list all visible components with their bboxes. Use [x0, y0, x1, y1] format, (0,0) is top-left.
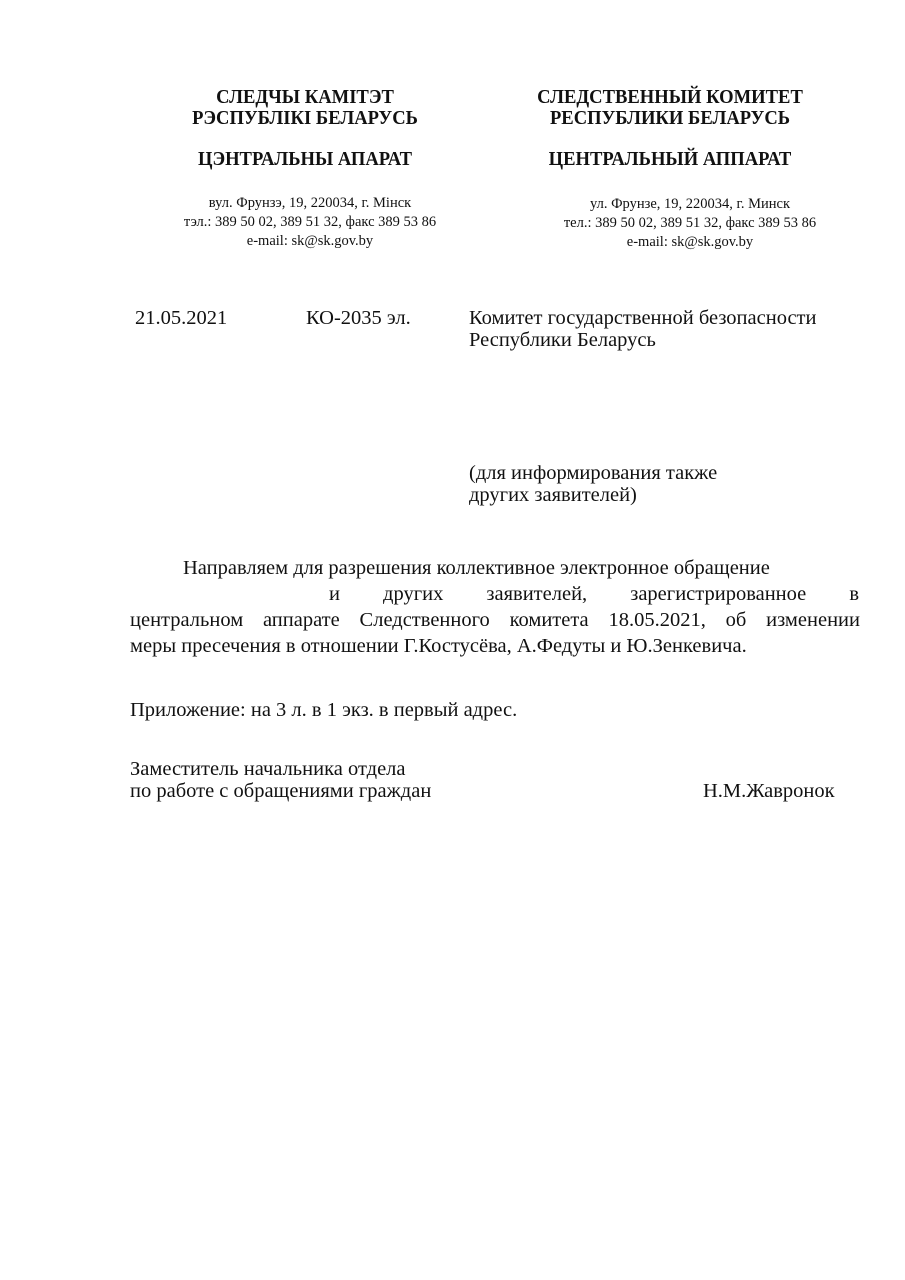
header-by-contacts [140, 194, 480, 251]
header-by-org-line1: СЛЕДЧЫ КАМІТЭТ [216, 86, 394, 108]
signature-title [130, 758, 431, 802]
recipient [469, 307, 817, 351]
header-ru-org-line2: РЕСПУБЛИКИ БЕЛАРУСЬ [549, 107, 791, 129]
header-by-address: вул. Фрунзэ, 19, 220034, г. Мінск [208, 195, 412, 211]
note [469, 462, 717, 506]
header-by-email: e-mail: sk@sk.gov.by [246, 233, 374, 249]
header-ru-contacts [520, 195, 860, 252]
recipient-line1: Комитет государственной безопасности [469, 307, 817, 329]
body-line2: и других заявителей, зарегистрированное в [329, 583, 859, 605]
recipient-line2: Республики Беларусь [469, 329, 656, 351]
body-line4: меры пресечения в отношении Г.Костусёва, А.Федуты и Ю.Зенкевича. [130, 635, 747, 657]
body-line3: центральном аппарате Следственного комитета 18.05.2021, об изменении [130, 609, 860, 631]
document-number: КО-2035 эл. [306, 307, 411, 329]
header-ru-org-line1: СЛЕДСТВЕННЫЙ КОМИТЕТ [537, 86, 803, 108]
signature-title-line2: по работе с обращениями граждан [130, 780, 432, 802]
attachment: Приложение: на 3 л. в 1 экз. в первый адрес. [130, 699, 518, 721]
note-line1: (для информирования также [469, 462, 718, 484]
header-by-dept: ЦЭНТРАЛЬНЫ АПАРАТ [198, 148, 412, 170]
note-line2: других заявителей) [469, 484, 637, 506]
header-by-org [161, 87, 449, 129]
header-ru-dept: ЦЕНТРАЛЬНЫЙ АППАРАТ [548, 148, 792, 170]
header-ru-phone: тел.: 389 50 02, 389 51 32, факс 389 53 86 [563, 215, 817, 231]
header-ru-org [503, 87, 838, 129]
header-ru-address: ул. Фрунзе, 19, 220034, г. Минск [590, 196, 790, 212]
body-line1: Направляем для разрешения коллективное электронное обращение [183, 557, 770, 579]
header-by-org-line2: РЭСПУБЛІКІ БЕЛАРУСЬ [192, 107, 418, 129]
signature-title-line1: Заместитель начальника отдела [130, 758, 406, 780]
signature-name: Н.М.Жавронок [703, 780, 835, 802]
document-date: 21.05.2021 [135, 307, 228, 329]
header-by-phone: тэл.: 389 50 02, 389 51 32, факс 389 53 86 [183, 214, 437, 230]
header-ru-email: e-mail: sk@sk.gov.by [626, 234, 754, 250]
